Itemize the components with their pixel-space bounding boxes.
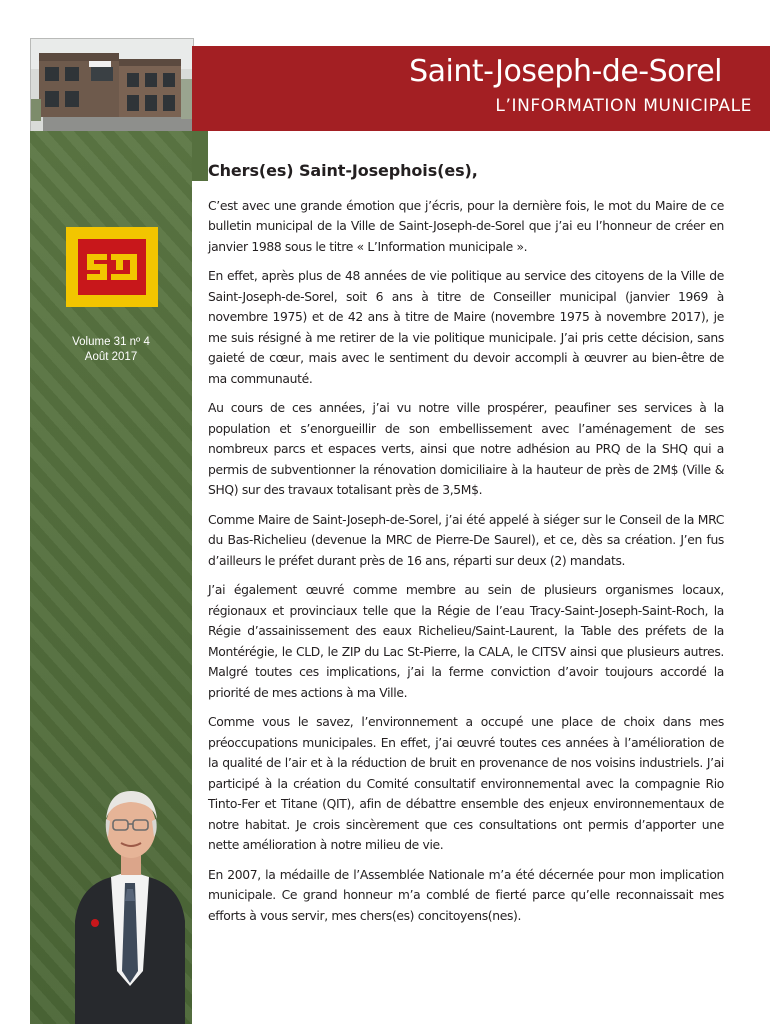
issue-info — [30, 335, 192, 365]
mayor-letter — [208, 161, 724, 935]
sidebar — [30, 131, 192, 1024]
letter-paragraph: En 2007, la médaille de l’Assemblée Nationale m’a été décernée pour mon implication municipale. Ce grand honneur m’a comblé de fierté parce qu’elle reconnaissait mes efforts à vous servir, mes chers(es) concitoyens(nes). — [208, 867, 724, 923]
letter-paragraph: En effet, après plus de 48 années de vie politique au service des citoyens de la Ville de Saint-Joseph-de-Sorel, soit 6 ans à titre de Conseiller municipal (janvier 1969 à novembre 1975) et de 42 ans à titre de Maire (novembre 1975 à novembre 2017), je me suis résigné à me retirer de la vie politique municipale. J’ai pris cette décision, sans gaieté de cœur, mais avec le sentiment du devoir accompli à œuvrer au bien-être de ma communauté. — [208, 269, 724, 386]
sidebar-ribbon — [192, 131, 208, 181]
volume-number: Volume 31 nº 4 — [72, 336, 150, 348]
letter-paragraph: Au cours de ces années, j’ai vu notre ville prospérer, peaufiner ses services à la population et s’enorgueillir de son embellissement avec l’aménagement de ses nombreux parcs et espaces verts, ainsi que notre adhésion au PRQ de la SHQ qui a permis de subventionner la rénovation domiciliaire à la hauteur de près de 2M$ (Ville & SHQ) sur des travaux totalisant près de 3,5M$. — [208, 401, 724, 497]
town-hall-photo — [30, 38, 194, 132]
sj-logo-icon — [78, 239, 146, 295]
city-logo — [66, 227, 158, 307]
letter-paragraph: J’ai également œuvré comme membre au sein de plusieurs organismes locaux, régionaux et provinciaux telle que la Régie de l’eau Tracy-Saint-Joseph-Saint-Roch, la Régie d’assainissement des eaux Richelieu/Saint-Laurent, la Table des préfets de la Montérégie, le CLD, le ZIP du Lac St-Pierre, la CALA, le CITSV ainsi que plusieurs autres. Malgré toutes ces implications, j’ai la ferme conviction d’avoir toujours accordé la priorité de mes actions à ma Ville. — [208, 583, 724, 700]
mayor-portrait — [75, 771, 185, 1024]
newsletter-subtitle: L’INFORMATION MUNICIPALE — [495, 96, 752, 116]
letter-paragraph: Comme Maire de Saint-Joseph-de-Sorel, j’ai été appelé à siéger sur le Conseil de la MRC du Bas-Richelieu (devenue la MRC de Pierre-De Saurel), et ce, dès sa création. J’en fus d’ailleurs le préfet durant près de 16 ans, réparti sur deux (2) mandats. — [208, 512, 724, 568]
issue-date: Août 2017 — [84, 351, 138, 363]
newsletter-title: Saint-Joseph-de-Sorel — [409, 54, 722, 89]
letter-greeting: Chers(es) Saint-Josephois(es), — [208, 161, 478, 180]
letter-paragraph: Comme vous le savez, l’environnement a occupé une place de choix dans mes préoccupations municipales. En effet, j’ai œuvré toutes ces années à l’amélioration de la qualité de l’air et à la réduction de bruit en provenance de nos voisins industriels. J’ai participé à la création du Comité consultatif environnemental avec la compagnie Rio Tinto-Fer et Titane (QIT), afin de débattre ensemble des enjeux environnementaux de notre habitat. Je crois sincèrement que ces consultations ont permis d’apporter une nette amélioration à notre milieu de vie. — [208, 715, 724, 852]
header-banner — [192, 46, 770, 131]
letter-paragraph: C’est avec une grande émotion que j’écris, pour la dernière fois, le mot du Maire de ce bulletin municipal de la Ville de Saint-Joseph-de-Sorel que j’ai eu l’honneur de créer en janvier 1988 sous le titre « L’Information municipale ». — [208, 198, 724, 254]
